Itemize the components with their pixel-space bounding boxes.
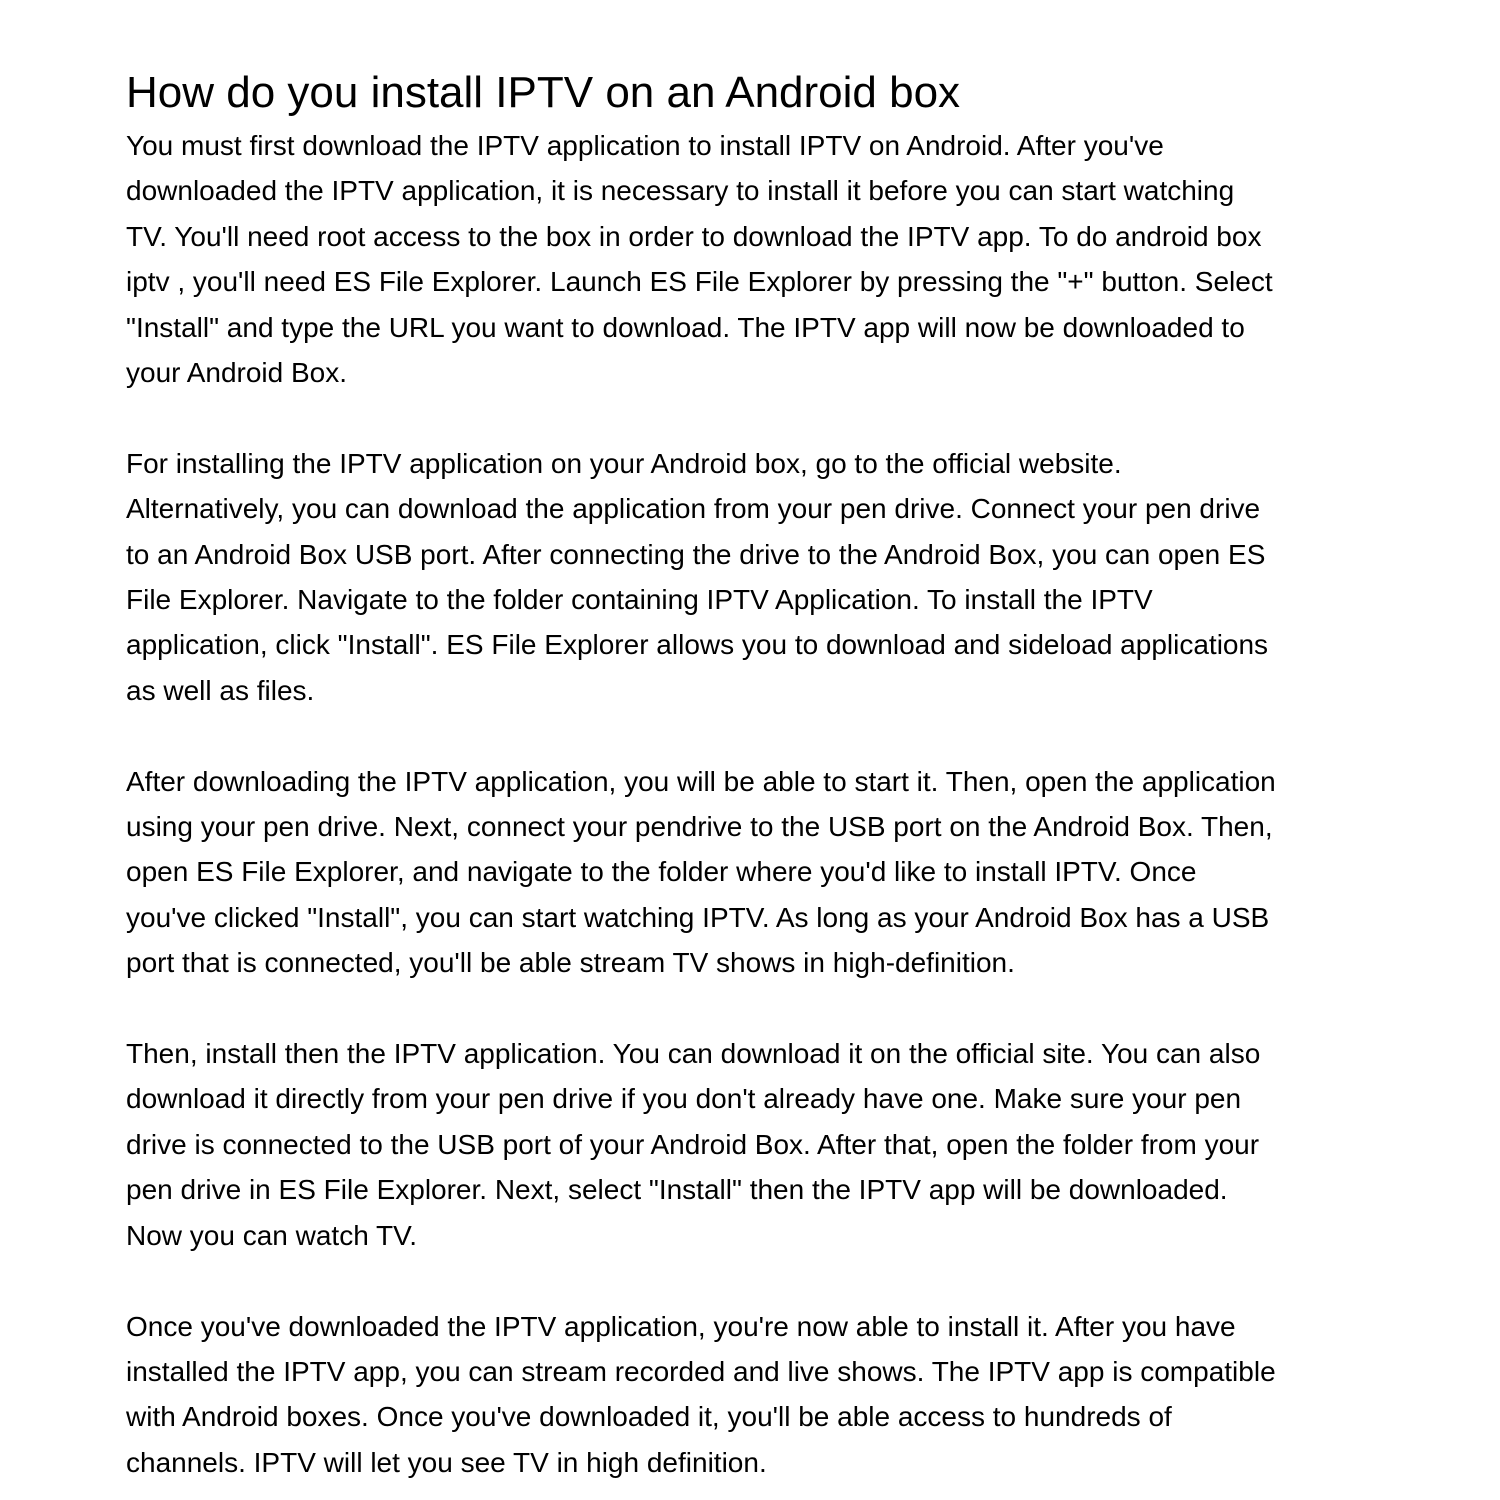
body-text [126,123,1376,1485]
page-title: How do you install IPTV on an Android box [126,68,961,117]
paragraph: Once you've downloaded the IPTV application, you're now able to install it. After you have installed the IPTV app, you can stream recorded and live shows. The IPTV app is compatible with Android boxes. Once you've downloaded it, you'll be able access to hundreds of channels. IPTV will let you see TV in high definition. [126,1310,1276,1478]
document-page [126,64,1376,1485]
paragraph: You must first download the IPTV application to install IPTV on Android. After you've downloaded the IPTV application, it is necessary to install it before you can start watching TV. You'll need root access to the box in order to download the IPTV app. To do android box iptv , you'll need ES File Explorer. Launch ES File Explorer by pressing the "+" button. Select "Install" and type the URL you want to download. The IPTV app will now be downloaded to your Android Box. [126,130,1273,389]
paragraph: Then, install then the IPTV application. You can download it on the official site. You can also download it directly from your pen drive if you don't already have one. Make sure your pen drive is connected to the USB port of your Android Box. After that, open the folder from your pen drive in ES File Explorer. Next, select "Install" then the IPTV app will be downloaded. Now you can watch TV. [126,1038,1261,1251]
paragraph: After downloading the IPTV application, you will be able to start it. Then, open the application using your pen drive. Next, connect your pendrive to the USB port on the Android Box. Then, open ES File Explorer, and navigate to the folder where you'd like to install IPTV. Once you've clicked "Install", you can start watching IPTV. As long as your Android Box has a USB port that is connected, you'll be able stream TV shows in high-definition. [126,765,1276,979]
paragraph: For installing the IPTV application on your Android box, go to the official website. Alternatively, you can download the application from your pen drive. Connect your pen drive to an Android Box USB port. After connecting the drive to the Android Box, you can open ES File Explorer. Navigate to the folder containing IPTV Application. To install the IPTV application, click "Install". ES File Explorer allows you to download and sideload applications as well as files. [126,447,1269,706]
